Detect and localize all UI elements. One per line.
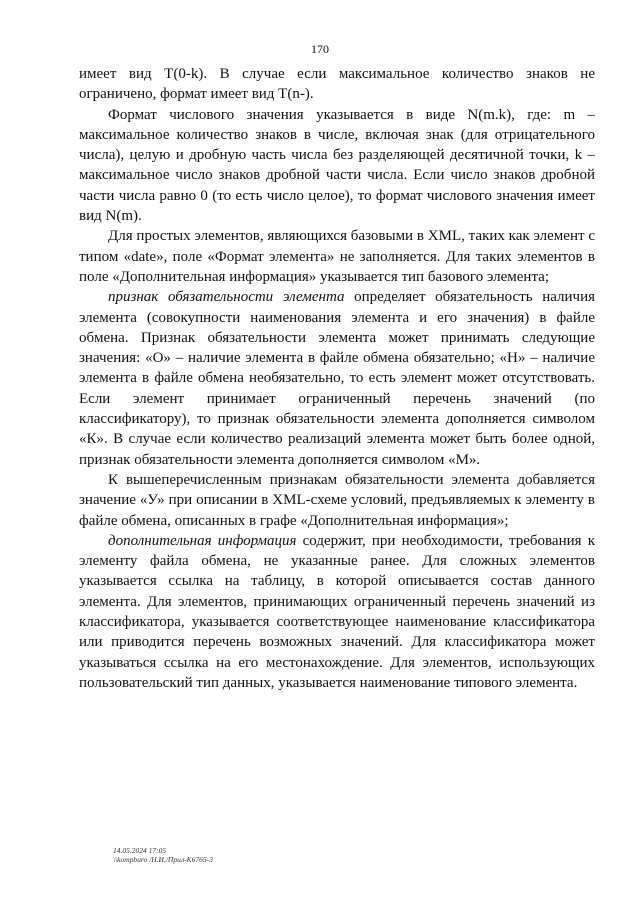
document-footer	[113, 846, 213, 864]
paragraph-mandatory-flag	[79, 287, 595, 470]
paragraph-condition-flag: К вышеперечисленным признакам обязательности элемента добавляется значение «У» при описании в XML-схеме условий, предъявляемых к элементу в файле обмена, описанных в графе «Дополнительная информация»;	[79, 471, 595, 529]
term-mandatory-flag: признак обязательности элемента	[108, 289, 345, 306]
footer-file-path: \\kompburo /Н.И./Прил-К6765-3	[113, 855, 213, 864]
paragraph-additional-info-text: содержит, при необходимости, требования к элементу файла обмена, не указанные ранее. Для сложных элементов указывается ссылка на таблицу, в которой описывается состав данного элемента. Для элементов, принимающих ограниченный перечень значений из классификатора, указывается соответствующее наименование классификатора или приводится перечень возможных значений. Для классификатора может указываться ссылка на его местонахождение. Для элементов, использующих пользовательский тип данных, указывается наименование типового элемента.	[79, 532, 595, 691]
paragraph-additional-info	[79, 531, 595, 693]
paragraph-mandatory-flag-text: определяет обязательность наличия элемента (совокупности наименования элемента и его значения) в файле обмена. Признак обязательности элемента может принимать следующие значения: «О» – наличие элемента в файле обмена обязательно; «Н» – наличие элемента в файле обмена необязательно, то есть элемент может отсутствовать. Если элемент принимает ограниченный перечень значений (по классификатору), то признак обязательности элемента дополняется символом «К». В случае если количество реализаций элемента может быть более одной, признак обязательности элемента дополняется символом «М».	[79, 289, 595, 468]
footer-timestamp: 14.05.2024 17:05	[113, 846, 167, 855]
paragraph-simple-elements: Для простых элементов, являющихся базовыми в XML, таких как элемент с типом «date», поле «Формат элемента» не заполняется. Для таких элементов в поле «Дополнительная информация» указывается тип базового элемента;	[79, 228, 595, 285]
paragraph-numeric-format: Формат числового значения указывается в виде N(m.k), где: m – максимальное количество знаков в числе, включая знак (для отрицательного числа), целую и дробную часть числа без разделяющей десятичной точки, k – максимальное число знаков дробной части числа. Если число знаков дробной части числа равно 0 (то есть число целое), то формат числового значения имеет вид N(m).	[79, 106, 595, 225]
term-additional-info: дополнительная информация	[108, 532, 297, 549]
page-number: 170	[311, 42, 329, 56]
paragraph-format-text-end: имеет вид T(0-k). В случае если максимальное количество знаков не ограничено, формат имеет вид T(n-).	[79, 66, 595, 103]
document-body	[79, 64, 595, 693]
